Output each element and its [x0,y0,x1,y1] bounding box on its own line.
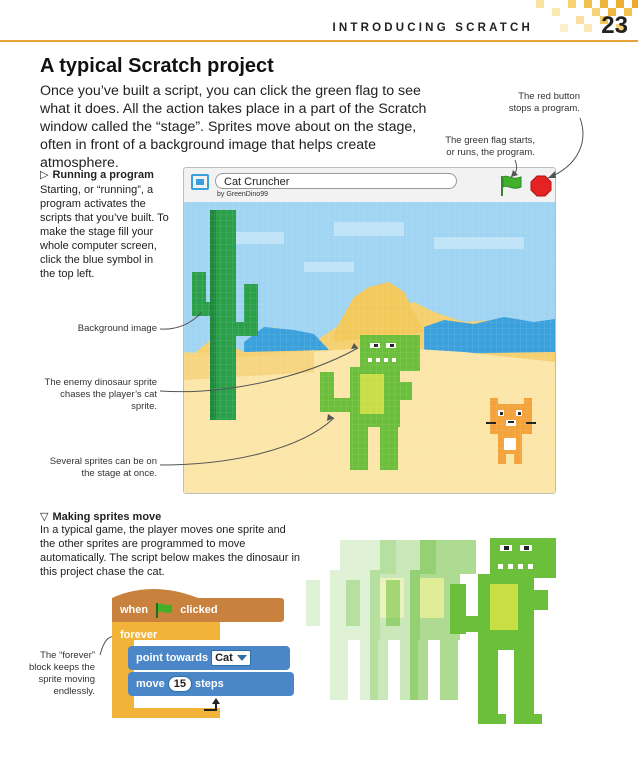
making-heading: ▽ Making sprites move [40,511,162,523]
green-flag-icon [155,602,173,618]
running-body: Starting, or “running”, a program activates the scripts that you’ve built. To make the stage fill your whole computer screen, click the blue symbol in the top left. [40,184,169,280]
intro-paragraph: Once you’ve built a script, you can click the green flag to see what it does. All the action takes place in a part of the Scratch window called the “stage”. Sprites move about on the stage, often in front of a background image that helps create atmosphere. [40,83,427,171]
callout-several: Several sprites can be on the stage at once. [49,456,157,479]
stage-canvas[interactable] [184,202,555,493]
triangle-down-icon: ▽ [40,511,49,523]
running-heading: ▷ Running a program [40,169,154,181]
move-steps-block[interactable]: move 15 steps [136,678,224,690]
project-title-field[interactable]: Cat Cruncher [215,173,457,189]
callout-green-flag: The green flag starts, or runs, the program. [445,135,535,158]
callout-background: Background image [77,323,157,334]
point-target-dropdown[interactable]: Cat [211,650,251,666]
callout-enemy: The enemy dinosaur sprite chases the player’s cat sprite. [44,377,157,412]
point-towards-block[interactable]: point towards Cat [128,646,290,670]
header-rule [0,40,638,42]
callout-red-button: The red button stops a program. [508,91,580,114]
project-author: by GreenDino99 [217,191,268,198]
when-flag-clicked-block[interactable]: when clicked [112,598,282,622]
callout-forever: The “forever” block keeps the sprite moving endlessly. [28,650,95,697]
section-title: INTRODUCING SCRATCH [332,22,533,34]
making-body: In a typical game, the player moves one sprite and the other sprites are programmed to move automatically. The script below makes the dinosaur in this project chase the cat. [40,524,301,578]
page-number: 23 [601,12,628,39]
stop-icon[interactable] [530,175,552,197]
green-flag-icon[interactable] [498,173,524,197]
fullscreen-icon[interactable] [191,174,209,190]
triangle-right-icon: ▷ [40,169,49,181]
steps-input[interactable]: 15 [168,676,192,692]
forever-block[interactable]: forever [120,629,158,641]
dinosaur-motion-trail [300,530,620,750]
page-heading: A typical Scratch project [40,55,274,77]
dropdown-arrow-icon [237,655,247,661]
